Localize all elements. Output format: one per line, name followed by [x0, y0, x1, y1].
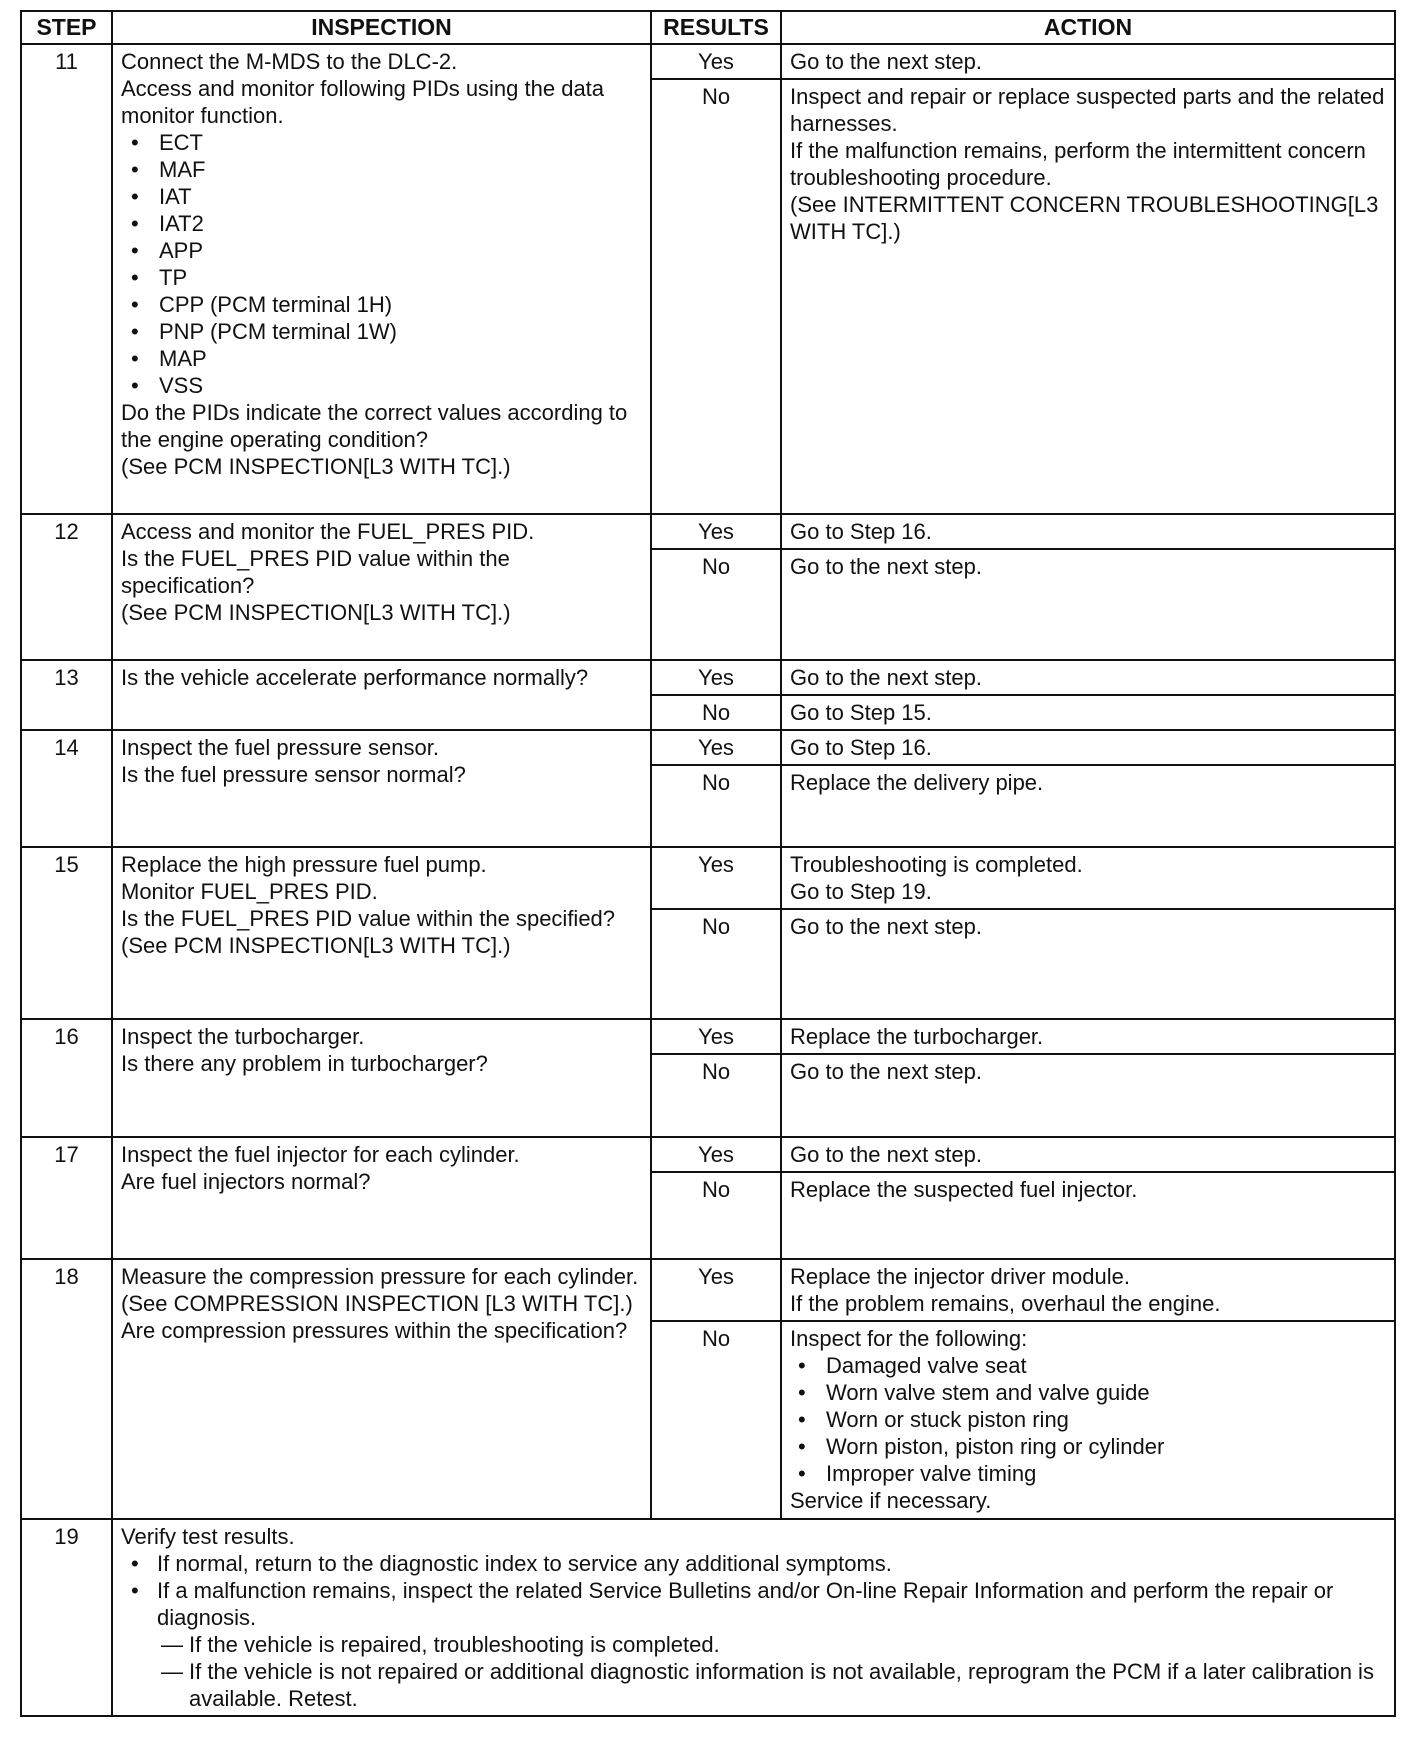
pid-item: • VSS — [121, 372, 642, 399]
step-number: 17 — [21, 1137, 112, 1259]
inspection-line: Replace the high pressure fuel pump. — [121, 852, 487, 877]
inspection-line: Access and monitor the FUEL_PRES PID. — [121, 519, 535, 544]
action-cell — [781, 44, 1395, 79]
step-number: 18 — [21, 1259, 112, 1519]
step-14-yes-row — [21, 730, 1395, 765]
inspect-item: • Improper valve timing — [790, 1460, 1386, 1487]
inspection-line: (See PCM INSPECTION[L3 WITH TC].) — [121, 454, 511, 479]
header-inspection: INSPECTION — [112, 11, 651, 44]
header-action: ACTION — [781, 11, 1395, 44]
action-line: Replace the delivery pipe. — [790, 770, 1044, 795]
action-line: Go to Step 19. — [790, 879, 932, 904]
inspection-line: Monitor FUEL_PRES PID. — [121, 879, 378, 904]
inspection-line: Inspect the fuel injector for each cylinder. — [121, 1142, 520, 1167]
inspection-line: Connect the M-MDS to the DLC-2. — [121, 49, 458, 74]
inspection-cell — [112, 44, 651, 514]
inspection-cell — [112, 1259, 651, 1519]
inspect-item: • Worn valve stem and valve guide — [790, 1379, 1386, 1406]
header-results: RESULTS — [651, 11, 781, 44]
action-line: Go to Step 15. — [790, 700, 932, 725]
step-number: 13 — [21, 660, 112, 730]
inspection-line: Is the FUEL_PRES PID value within the specified? — [121, 906, 616, 931]
result-yes: Yes — [651, 847, 781, 909]
result-yes: Yes — [651, 660, 781, 695]
result-no: No — [651, 79, 781, 514]
pid-item: • IAT2 — [121, 210, 642, 237]
step-number: 19 — [21, 1519, 112, 1716]
action-cell — [781, 847, 1395, 909]
action-line: Replace the suspected fuel injector. — [790, 1177, 1138, 1202]
verify-item: • If a malfunction remains, inspect the related Service Bulletins and/or On-line Repair Information and perform the repair or diagnosis. — [121, 1577, 1386, 1631]
step-number: 16 — [21, 1019, 112, 1137]
inspection-cell — [112, 1137, 651, 1259]
action-line: Service if necessary. — [790, 1488, 992, 1513]
step-19-row — [21, 1519, 1395, 1716]
action-line: (See INTERMITTENT CONCERN TROUBLESHOOTING[L3 WITH TC].) — [790, 192, 1379, 244]
inspection-line: Inspect the turbocharger. — [121, 1024, 365, 1049]
result-no: No — [651, 1321, 781, 1519]
inspection-line: Do the PIDs indicate the correct values according to the engine operating condition? — [121, 400, 628, 452]
result-no: No — [651, 549, 781, 660]
action-cell — [781, 1321, 1395, 1519]
action-cell — [781, 909, 1395, 1019]
result-no: No — [651, 1172, 781, 1259]
step-16-yes-row — [21, 1019, 1395, 1054]
step-number: 11 — [21, 44, 112, 514]
result-yes: Yes — [651, 1137, 781, 1172]
result-yes: Yes — [651, 1019, 781, 1054]
inspection-cell — [112, 730, 651, 847]
action-line: Go to Step 16. — [790, 735, 932, 760]
step-13-yes-row — [21, 660, 1395, 695]
step-11-yes-row — [21, 44, 1395, 79]
action-cell — [781, 1172, 1395, 1259]
inspection-line: Is the FUEL_PRES PID value within the specification? — [121, 546, 510, 598]
step-15-yes-row — [21, 847, 1395, 909]
step-number: 12 — [21, 514, 112, 660]
pid-item: • CPP (PCM terminal 1H) — [121, 291, 642, 318]
inspection-line: Are fuel injectors normal? — [121, 1169, 371, 1194]
pid-item: • PNP (PCM terminal 1W) — [121, 318, 642, 345]
action-line: Go to the next step. — [790, 554, 983, 579]
result-no: No — [651, 695, 781, 730]
header-row — [21, 11, 1395, 44]
inspection-line: Inspect the fuel pressure sensor. — [121, 735, 439, 760]
verify-item: • If normal, return to the diagnostic index to service any additional symptoms. — [121, 1550, 1386, 1577]
result-yes: Yes — [651, 1259, 781, 1321]
action-cell — [781, 1259, 1395, 1321]
result-no: No — [651, 1054, 781, 1137]
step-18-yes-row — [21, 1259, 1395, 1321]
action-cell — [781, 1137, 1395, 1172]
pid-list — [121, 129, 642, 399]
action-line: Go to the next step. — [790, 49, 983, 74]
action-line: Go to the next step. — [790, 1142, 983, 1167]
inspection-line: (See COMPRESSION INSPECTION [L3 WITH TC].) — [121, 1291, 633, 1316]
action-cell — [781, 1054, 1395, 1137]
action-cell — [781, 765, 1395, 847]
action-cell — [781, 730, 1395, 765]
result-yes: Yes — [651, 44, 781, 79]
action-line: If the problem remains, overhaul the engine. — [790, 1291, 1221, 1316]
verify-subitem: — If the vehicle is not repaired or additional diagnostic information is not available, reprogram the PCM if a later calibration is available. Retest. — [161, 1658, 1386, 1712]
verify-intro: Verify test results. — [121, 1524, 295, 1549]
step-12-yes-row — [21, 514, 1395, 549]
step-number: 14 — [21, 730, 112, 847]
pid-item: • MAF — [121, 156, 642, 183]
inspection-cell — [112, 1019, 651, 1137]
inspection-cell — [112, 514, 651, 660]
verify-sublist — [121, 1631, 1386, 1712]
pid-item: • TP — [121, 264, 642, 291]
action-line: Inspect for the following: — [790, 1326, 1028, 1351]
step-17-yes-row — [21, 1137, 1395, 1172]
action-line: Go to the next step. — [790, 1059, 983, 1084]
action-line: Replace the turbocharger. — [790, 1024, 1044, 1049]
pid-item: • APP — [121, 237, 642, 264]
header-step: STEP — [21, 11, 112, 44]
result-yes: Yes — [651, 514, 781, 549]
action-line: Go to the next step. — [790, 665, 983, 690]
troubleshooting-table — [20, 10, 1396, 1717]
action-cell — [781, 1019, 1395, 1054]
inspect-item: • Worn or stuck piston ring — [790, 1406, 1386, 1433]
inspection-line: Is the vehicle accelerate performance normally? — [121, 665, 589, 690]
action-cell — [781, 660, 1395, 695]
action-line: If the malfunction remains, perform the intermittent concern troubleshooting procedure. — [790, 138, 1366, 190]
action-line: Go to the next step. — [790, 914, 983, 939]
verify-subitem: — If the vehicle is repaired, troubleshooting is completed. — [161, 1631, 1386, 1658]
inspect-list — [790, 1352, 1386, 1487]
inspection-line: Measure the compression pressure for each cylinder. — [121, 1264, 639, 1289]
verify-cell — [112, 1519, 1395, 1716]
inspection-cell — [112, 660, 651, 730]
result-no: No — [651, 909, 781, 1019]
result-yes: Yes — [651, 730, 781, 765]
action-line: Inspect and repair or replace suspected parts and the related harnesses. — [790, 84, 1385, 136]
pid-item: • ECT — [121, 129, 642, 156]
inspection-line: Is there any problem in turbocharger? — [121, 1051, 488, 1076]
action-line: Troubleshooting is completed. — [790, 852, 1083, 877]
action-line: Replace the injector driver module. — [790, 1264, 1130, 1289]
action-line: Go to Step 16. — [790, 519, 932, 544]
inspection-line: Are compression pressures within the specification? — [121, 1318, 628, 1343]
inspection-cell — [112, 847, 651, 1019]
inspect-item: • Worn piston, piston ring or cylinder — [790, 1433, 1386, 1460]
action-cell — [781, 79, 1395, 514]
result-no: No — [651, 765, 781, 847]
action-cell — [781, 695, 1395, 730]
pid-item: • IAT — [121, 183, 642, 210]
step-number: 15 — [21, 847, 112, 1019]
action-cell — [781, 549, 1395, 660]
inspection-line: (See PCM INSPECTION[L3 WITH TC].) — [121, 933, 511, 958]
inspect-item: • Damaged valve seat — [790, 1352, 1386, 1379]
action-cell — [781, 514, 1395, 549]
inspection-line: Is the fuel pressure sensor normal? — [121, 762, 466, 787]
inspection-line: Access and monitor following PIDs using the data monitor function. — [121, 76, 605, 128]
verify-list — [121, 1550, 1386, 1631]
inspection-line: (See PCM INSPECTION[L3 WITH TC].) — [121, 600, 511, 625]
pid-item: • MAP — [121, 345, 642, 372]
